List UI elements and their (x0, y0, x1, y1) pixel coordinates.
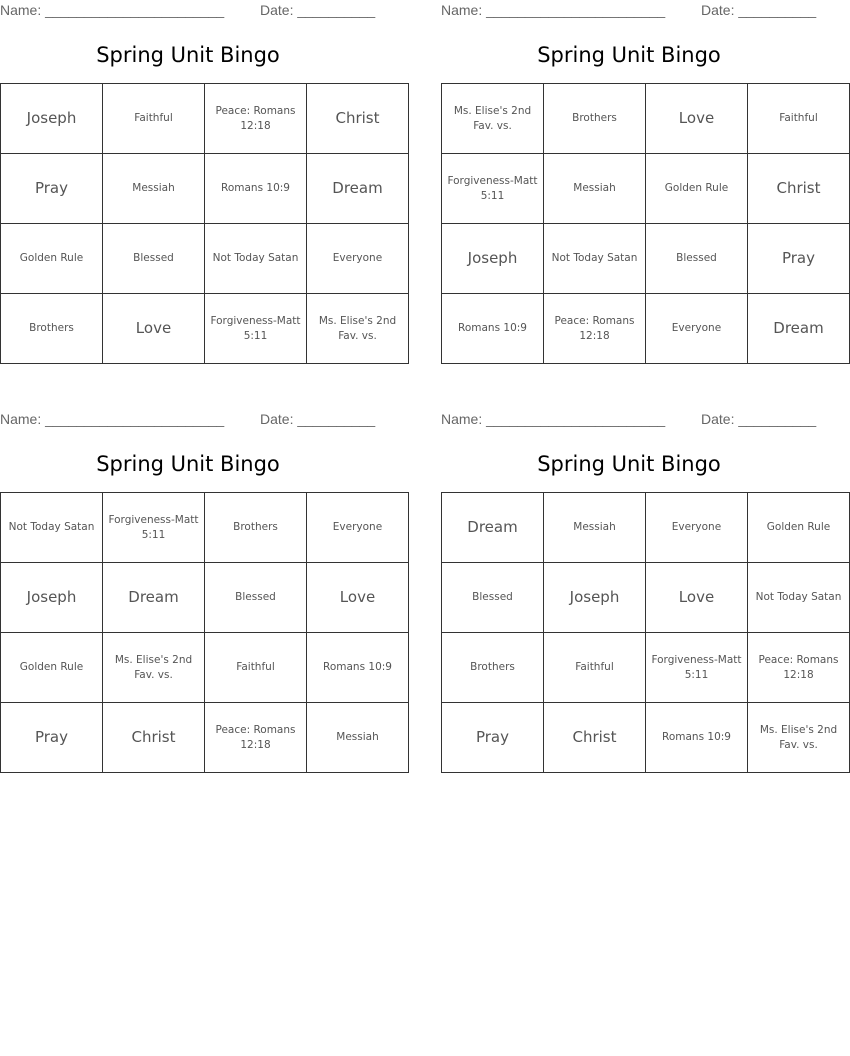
grid-cell: Love (307, 563, 409, 633)
grid-row (1, 703, 409, 773)
grid-cell: Ms. Elise's 2nd Fav. vs. (748, 703, 850, 773)
grid-cell: Messiah (544, 493, 646, 563)
card-title: Spring Unit Bingo (96, 43, 280, 67)
grid-cell: Everyone (646, 493, 748, 563)
date-field: Date: __________ (701, 2, 817, 18)
grid-cell: Not Today Satan (205, 224, 307, 294)
grid-cell: Everyone (307, 493, 409, 563)
grid-cell: Not Today Satan (748, 563, 850, 633)
grid-row (442, 294, 850, 364)
grid-cell: Joseph (1, 84, 103, 154)
grid-cell: Forgiveness-Matt 5:11 (205, 294, 307, 364)
date-field: Date: __________ (701, 411, 817, 427)
grid-cell: Messiah (307, 703, 409, 773)
grid-cell: Golden Rule (646, 154, 748, 224)
grid-cell: Christ (307, 84, 409, 154)
grid-cell: Brothers (442, 633, 544, 703)
grid-cell: Christ (544, 703, 646, 773)
grid-row (1, 154, 409, 224)
grid-cell: Golden Rule (748, 493, 850, 563)
grid-cell: Pray (1, 154, 103, 224)
bingo-grid (0, 83, 409, 364)
card-title: Spring Unit Bingo (537, 452, 721, 476)
name-field: Name: _______________________ (441, 411, 666, 427)
grid-cell: Romans 10:9 (307, 633, 409, 703)
date-field: Date: __________ (260, 411, 376, 427)
grid-cell: Dream (748, 294, 850, 364)
grid-cell: Ms. Elise's 2nd Fav. vs. (307, 294, 409, 364)
card-title: Spring Unit Bingo (96, 452, 280, 476)
grid-cell: Everyone (646, 294, 748, 364)
grid-cell: Blessed (442, 563, 544, 633)
grid-cell: Pray (1, 703, 103, 773)
grid-cell: Pray (748, 224, 850, 294)
grid-cell: Romans 10:9 (646, 703, 748, 773)
grid-cell: Faithful (103, 84, 205, 154)
date-field: Date: __________ (260, 2, 376, 18)
name-field: Name: _______________________ (441, 2, 666, 18)
grid-cell: Joseph (442, 224, 544, 294)
bingo-card-1 (0, 0, 397, 365)
grid-cell: Faithful (748, 84, 850, 154)
grid-cell: Romans 10:9 (205, 154, 307, 224)
name-field: Name: _______________________ (0, 411, 225, 427)
grid-cell: Love (646, 84, 748, 154)
grid-cell: Peace: Romans 12:18 (544, 294, 646, 364)
grid-row (442, 154, 850, 224)
grid-cell: Brothers (205, 493, 307, 563)
bingo-grid (441, 492, 850, 773)
name-field: Name: _______________________ (0, 2, 225, 18)
grid-cell: Peace: Romans 12:18 (205, 84, 307, 154)
grid-cell: Forgiveness-Matt 5:11 (442, 154, 544, 224)
bingo-grid (441, 83, 850, 364)
bingo-grid (0, 492, 409, 773)
grid-cell: Faithful (205, 633, 307, 703)
grid-row (1, 294, 409, 364)
grid-cell: Brothers (1, 294, 103, 364)
grid-cell: Blessed (103, 224, 205, 294)
grid-row (1, 633, 409, 703)
grid-row (442, 493, 850, 563)
grid-row (442, 633, 850, 703)
grid-row (1, 224, 409, 294)
grid-cell: Christ (103, 703, 205, 773)
grid-row (1, 493, 409, 563)
grid-cell: Brothers (544, 84, 646, 154)
grid-cell: Blessed (205, 563, 307, 633)
grid-cell: Forgiveness-Matt 5:11 (103, 493, 205, 563)
grid-cell: Love (646, 563, 748, 633)
grid-cell: Pray (442, 703, 544, 773)
grid-cell: Golden Rule (1, 633, 103, 703)
grid-cell: Christ (748, 154, 850, 224)
grid-row (1, 563, 409, 633)
grid-row (1, 84, 409, 154)
grid-cell: Forgiveness-Matt 5:11 (646, 633, 748, 703)
grid-cell: Not Today Satan (544, 224, 646, 294)
grid-cell: Dream (442, 493, 544, 563)
grid-cell: Love (103, 294, 205, 364)
grid-cell: Joseph (1, 563, 103, 633)
bingo-card-4 (441, 409, 842, 774)
grid-cell: Joseph (544, 563, 646, 633)
grid-cell: Faithful (544, 633, 646, 703)
grid-cell: Not Today Satan (1, 493, 103, 563)
grid-cell: Peace: Romans 12:18 (205, 703, 307, 773)
grid-cell: Ms. Elise's 2nd Fav. vs. (103, 633, 205, 703)
bingo-card-2 (441, 0, 824, 365)
grid-cell: Dream (103, 563, 205, 633)
grid-cell: Messiah (544, 154, 646, 224)
grid-row (442, 224, 850, 294)
grid-cell: Peace: Romans 12:18 (748, 633, 850, 703)
grid-row (442, 563, 850, 633)
grid-cell: Messiah (103, 154, 205, 224)
grid-row (442, 84, 850, 154)
grid-row (442, 703, 850, 773)
grid-cell: Everyone (307, 224, 409, 294)
grid-cell: Golden Rule (1, 224, 103, 294)
grid-cell: Ms. Elise's 2nd Fav. vs. (442, 84, 544, 154)
card-title: Spring Unit Bingo (537, 43, 721, 67)
bingo-card-3 (0, 409, 392, 774)
grid-cell: Blessed (646, 224, 748, 294)
grid-cell: Dream (307, 154, 409, 224)
grid-cell: Romans 10:9 (442, 294, 544, 364)
